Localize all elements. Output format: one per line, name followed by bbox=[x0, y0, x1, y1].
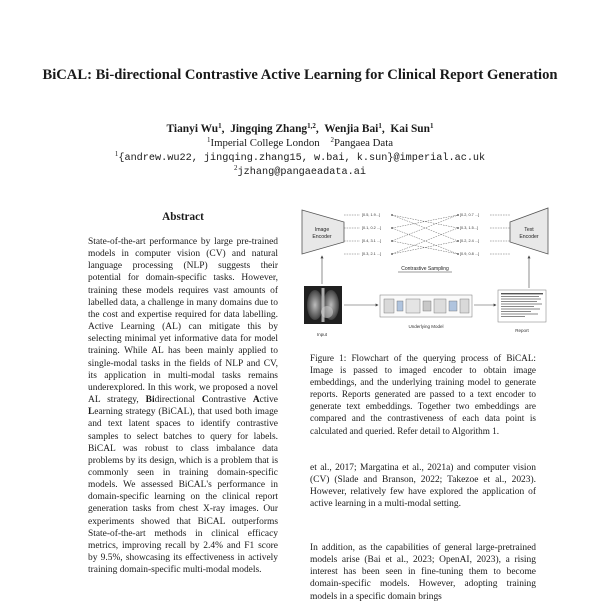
figure-flowchart bbox=[300, 204, 550, 350]
body-paragraph-2: In addition, as the capabilities of general large-pretrained models arise (Bai et al., 2023; OpenAI, 2023), a rising interest has been seen in fine-tuning them to become domain-specific models. However, adopting training models in a specific domain brings bbox=[310, 543, 536, 602]
text-encoder-label: Text bbox=[524, 227, 534, 233]
right-embeddings bbox=[460, 213, 479, 256]
author-affil-mark: 1 bbox=[429, 122, 434, 130]
abstract-text: State-of-the-art performance by large pre-trained models in computer vision (CV) and natural language processing (NLP) suggests their potential for domain-specific tasks. However, training these models requires vast amounts of labelled data, a challenge in many domains due to the cost and expertise required for data labelling. Active Learning (AL) can mitigate this by selecting minimal yet informative data for model training. While AL has been mainly applied to single-modal tasks in the fields of NLP and CV, its application in multi-modal tasks remains underexplored. In this work, we proposed a novel AL strategy, Bidirectional Contrastive Active Learning strategy (BiCAL), that used both image and text latent spaces to identify contrastive samples to select batches to query for labels. BiCAL was robust to class imbalance data problems by its design, which is a problem that is commonly seen in training domain-specific models. We assessed BiCAL's performance in domain-specific learning on the clinical report generation tasks from chest X-ray images. Our experiments showed that BiCAL outperforms State-of-the-art methods in clinical efficacy metrics, improving recall by 2.4% and F1 score by 9.5%, showcasing its effectiveness in actively training domain-specific multi-modal models. bbox=[88, 237, 278, 576]
embedding-left: [0.4, 3.1 ...] bbox=[362, 239, 381, 243]
author-name: Jingqing Zhang bbox=[230, 123, 308, 135]
input-label: Input bbox=[316, 332, 328, 337]
contrastive-sampling-label: Contrastive Sampling bbox=[401, 266, 449, 272]
underlying-model-label: Underlying Model bbox=[408, 324, 444, 329]
embedding-right: [0.9, 0.8 ...] bbox=[460, 252, 479, 256]
embedding-right: [0.2, 2.4 ...] bbox=[460, 239, 479, 243]
contrastive-links bbox=[344, 215, 510, 254]
author-affil-mark: 1 bbox=[218, 122, 222, 130]
author-affil-mark: 1,2 bbox=[307, 122, 316, 130]
figure-caption: Figure 1: Flowchart of the querying process of BiCAL: Image is passed to imaged encoder to obtain image embeddings, and the underlying training model to generate reports. Reports generated are passed to a text encoder to generate text embeddings. Together two embeddings are compared and the contrastiveness of each data point is calculated and queried. Refer detail to Algorithm 1. bbox=[310, 353, 536, 436]
embedding-right: [0.3, 1.5...] bbox=[460, 226, 478, 230]
author-name: Tianyi Wu bbox=[166, 123, 219, 135]
author-affil-mark: 1 bbox=[378, 122, 382, 130]
embedding-left: [0.3, 2.1 ...] bbox=[362, 252, 381, 256]
embedding-left: [0.5, 1.9...] bbox=[362, 213, 380, 217]
author-name: Wenjia Bai bbox=[324, 123, 379, 135]
email-line-1: $^1${andrew.wu22, jingqing.zhang15, w.bai, k.sun}@imperial.ac.uk bbox=[114, 150, 486, 164]
report-label: Report bbox=[515, 328, 529, 333]
report-document bbox=[498, 290, 546, 322]
chest-xray-image bbox=[304, 286, 342, 324]
embedding-left: [0.1, 0.2 ...] bbox=[362, 226, 381, 230]
paper-title: BiCAL: Bi-directional Contrastive Active Learning for Clinical Report Generation bbox=[42, 67, 558, 83]
image-encoder-label: Encoder bbox=[312, 234, 332, 240]
abstract-heading: Abstract bbox=[162, 211, 204, 223]
image-encoder-label: Image bbox=[314, 227, 330, 233]
body-paragraph-1: et al., 2017; Margatina et al., 2021a) and computer vision (CV) (Slade and Branson, 2022; Takezoe et al., 2023). However, relatively few have explored the application of active learning in a multi-modal setting. bbox=[310, 463, 536, 510]
left-embeddings bbox=[362, 213, 381, 256]
text-encoder-label: Encoder bbox=[519, 234, 539, 240]
embedding-right: [0.2, 0.7 ...] bbox=[460, 213, 479, 217]
author-name: Kai Sun bbox=[390, 123, 430, 135]
underlying-model-block bbox=[380, 295, 472, 317]
link-dots bbox=[391, 214, 459, 255]
author-list: Tianyi Wu$^1$, Jingqing Zhang$^{1,2}$, Wenjia Bai$^1$, Kai Sun$^1$ bbox=[166, 122, 434, 135]
affiliation-line: $^1$Imperial College London $^2$Pangaea Data bbox=[207, 136, 393, 149]
email-line-2: $^2$jzhang@pangaeadata.ai bbox=[234, 164, 366, 178]
